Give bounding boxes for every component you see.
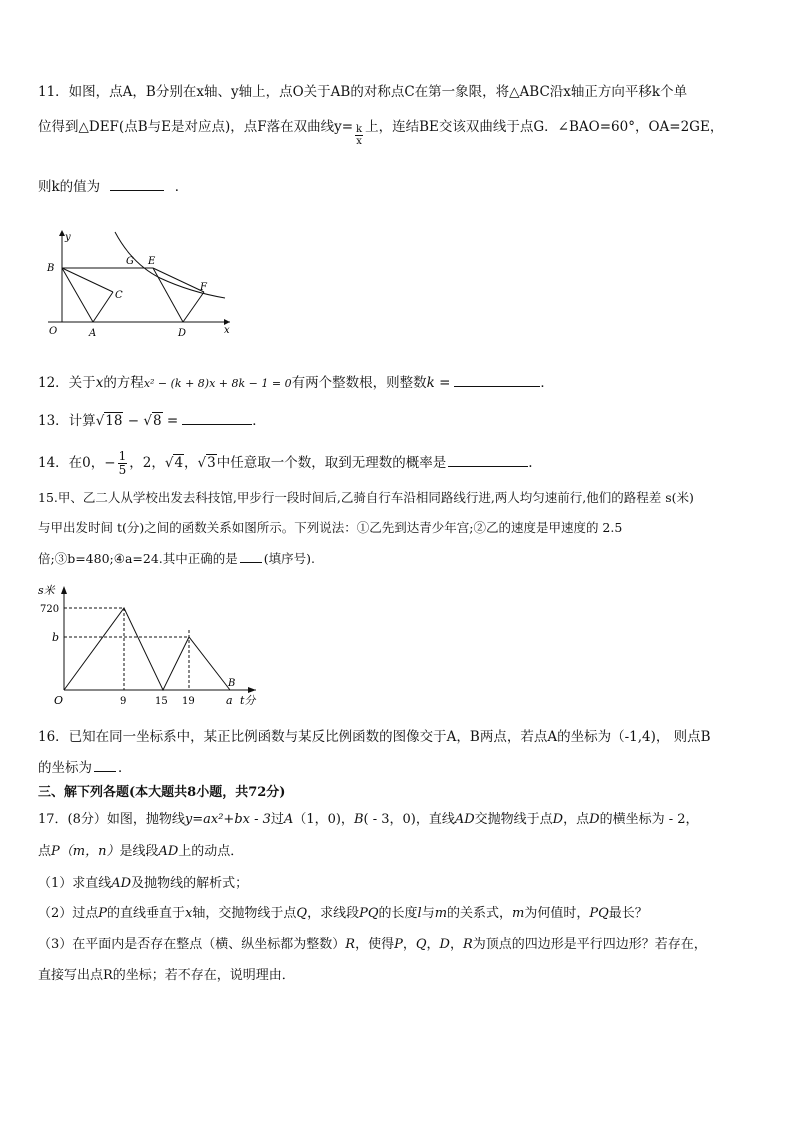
q11-segment-DF xyxy=(183,292,204,322)
q15-line3-end: (填序号). xyxy=(263,551,316,566)
q11-label-F: F xyxy=(200,282,207,293)
q11-figure xyxy=(40,228,240,340)
q17-sub1-a: （1）求直线 xyxy=(38,876,112,891)
q14-after: 中任意取一个数，取到无理数的概率是 xyxy=(216,455,447,471)
q17-A-coord: （1，0)， xyxy=(293,812,354,827)
q17-line-AD-2: AD xyxy=(158,844,179,859)
q17-sub2-d: ，求线段 xyxy=(307,906,360,921)
q11-frac-den: x xyxy=(356,136,362,147)
q14-frac-num: 1 xyxy=(118,449,127,463)
q17-sub2-g: 的关系式， xyxy=(447,906,513,921)
q11-label-O: O xyxy=(49,326,58,337)
q17-point-D-2: D xyxy=(589,812,600,827)
q17-point-R-2: R xyxy=(463,937,473,952)
q17-line1-c: 交抛物线于点 xyxy=(474,812,553,827)
q14-answer-blank[interactable] xyxy=(448,452,528,467)
q17-point-B: B xyxy=(353,812,364,827)
q17-point-P-2: P xyxy=(98,906,108,921)
q17-var-l: l xyxy=(417,906,422,921)
q11-segment-BA xyxy=(62,268,93,322)
q15-tick-a: a xyxy=(226,694,233,707)
q15-x-arrow xyxy=(248,687,256,693)
q15-ylabel: s米 xyxy=(38,584,55,597)
q17-line1-d: ，点 xyxy=(563,812,590,827)
q17-line-AD-3: AD xyxy=(111,876,132,891)
q15-line3 xyxy=(38,548,758,569)
q13-minus: − xyxy=(123,413,144,429)
q16-line2-end: ． xyxy=(118,760,132,776)
section3-title: 三、解下列各题(本大题共8小题，共72分) xyxy=(38,785,286,800)
q17-segment-PQ-2: PQ xyxy=(589,906,609,921)
q11-label-x: x xyxy=(224,325,230,336)
q17-point-R: R xyxy=(345,937,356,952)
q11-fraction xyxy=(355,124,363,147)
q15-line3-start: 倍;③b=480;④a=24.其中正确的是 xyxy=(38,551,238,566)
q17-sub3-c1: ， xyxy=(402,937,416,952)
q11-segment-AC xyxy=(93,292,113,322)
q17-line1 xyxy=(38,810,758,830)
q15-chart xyxy=(34,582,274,712)
q15-point-B: B xyxy=(228,678,236,689)
q17-sub3-c3: ， xyxy=(449,937,463,952)
q17-sub2 xyxy=(38,904,758,924)
q17-line1-a: 17．(8分）如图，抛物线 xyxy=(38,812,185,827)
q17-point-P-3: P xyxy=(394,937,403,952)
q11-label-D: D xyxy=(178,328,187,339)
q17-line2-a: 点 xyxy=(38,844,52,859)
q13-equals: = xyxy=(162,413,179,429)
q14-frac-den: 5 xyxy=(118,463,127,477)
q12-var-x: x xyxy=(95,375,104,391)
q17-sub3-line2: 直接写出点R的坐标；若不存在，说明理由． xyxy=(38,968,295,983)
q11-segment-BC xyxy=(62,268,113,292)
q17-P-coord: （m，n） xyxy=(59,844,120,859)
q14-radicand-2: 3 xyxy=(207,455,216,471)
q12-var-k: k = xyxy=(426,375,451,391)
q11-line3-text: 则k的值为 xyxy=(38,179,101,195)
q11-label-B: B xyxy=(47,263,55,274)
q11-line2-start: 位得到△DEF(点B与E是对应点)，点F落在双曲线y= xyxy=(38,119,354,135)
q14-sqrt-4: √4 xyxy=(164,455,184,471)
q13-radicand-1: 18 xyxy=(105,413,123,429)
q11-line1: 11．如图，点A，B分别在x轴、y轴上，点O关于AB的对称点C在第一象限，将△ABC沿x轴正方向平移k个单 xyxy=(38,84,688,100)
q17-sub2-e: 的长度 xyxy=(378,906,418,921)
q11-segment-EF xyxy=(153,268,204,292)
q12-answer-blank[interactable] xyxy=(454,372,540,387)
q17-point-D-3: D xyxy=(439,937,450,952)
q11-segment-ED xyxy=(153,268,183,322)
q16-line1: 16．已知在同一坐标系中，某正比例函数与某反比例函数的图像交于A，B两点，若点A的坐标为（-1,4)， 则点B xyxy=(38,729,711,745)
q13-sqrt-8: √8 xyxy=(143,413,162,429)
q16-line2-start: 的坐标为 xyxy=(38,760,92,776)
q15-line1: 15.甲、乙二人从学校出发去科技馆,甲步行一段时间后,乙骑自行车沿相同路线行进,两人均匀速前行,他们的路程差 s(米) xyxy=(38,490,694,505)
q11-label-G: G xyxy=(126,256,134,267)
q17-point-Q: Q xyxy=(296,906,308,921)
q11-line3-end: ． xyxy=(174,179,189,195)
q17-sub2-a: （2）过点 xyxy=(38,906,99,921)
q11-line2-end: 上，连结BE交该双曲线于点G．∠BAO=60°，OA=2GE， xyxy=(365,119,724,135)
q15-series-line xyxy=(64,608,230,690)
q11-answer-blank[interactable] xyxy=(110,176,164,191)
q11-line3 xyxy=(38,176,758,197)
q14-radicand-1: 4 xyxy=(174,455,184,471)
q14-fraction xyxy=(118,450,128,477)
q15-y-arrow xyxy=(61,586,67,594)
q17-equation: y=ax²+bx - 3 xyxy=(184,812,271,827)
q12-mid: 的方程 xyxy=(103,375,144,391)
q17-sub1-b: 及抛物线的解析式； xyxy=(131,876,249,891)
q17-sub1 xyxy=(38,874,758,894)
q14-mid1: ，2， xyxy=(129,455,165,471)
q17-point-P: P xyxy=(51,844,60,859)
q17-sub3-d: 为顶点的四边形是平行四边形？若存在， xyxy=(472,937,707,952)
q12-prefix: 12．关于 xyxy=(38,375,96,391)
q17-line2 xyxy=(38,842,758,862)
q13-radicand-2: 8 xyxy=(153,413,162,429)
q17-B-coord: ( - 3，0)，直线 xyxy=(363,812,455,827)
q16-line2 xyxy=(38,757,758,778)
q11-frac-num: k xyxy=(356,124,363,135)
q11-line2 xyxy=(38,116,758,147)
q17-var-m: m xyxy=(434,906,448,921)
q11-label-E: E xyxy=(148,256,156,267)
q17-sub2-b: 的直线垂直于 xyxy=(107,906,186,921)
q17-sub3-b: ，使得 xyxy=(355,937,395,952)
q17-line1-b: 过 xyxy=(270,812,284,827)
q12-after: 有两个整数根，则整数 xyxy=(291,375,427,391)
q15-tick-720: 720 xyxy=(40,604,60,615)
q13-answer-blank[interactable] xyxy=(182,410,252,425)
q14-sqrt-3: √3 xyxy=(197,455,216,471)
q17-sub3-c2: ， xyxy=(426,937,440,952)
q14-mid2: ， xyxy=(184,455,198,471)
q17-point-Q-2: Q xyxy=(415,937,427,952)
q17-line-AD: AD xyxy=(454,812,475,827)
q17-point-D: D xyxy=(552,812,564,827)
q14-end: . xyxy=(528,455,533,471)
q17-sub2-f: 与 xyxy=(421,906,435,921)
q15-line2: 与甲出发时间 t(分)之间的函数关系如图所示。下列说法：①乙先到达青少年宫;②乙的速度是甲速度的 2.5 xyxy=(38,520,623,535)
q17-sub3 xyxy=(38,935,758,955)
q15-tick-9: 9 xyxy=(120,696,127,707)
q17-point-A: A xyxy=(283,812,294,827)
q12-equation: x² − (k + 8)x + 8k − 1 = 0 xyxy=(143,377,292,390)
q17-line2-c: 上的动点． xyxy=(178,844,244,859)
q16-answer-blank[interactable] xyxy=(94,757,116,772)
q11-label-y: y xyxy=(65,232,71,243)
q13-line xyxy=(38,410,758,431)
q14-prefix: 14．在0，− xyxy=(38,455,116,471)
q11-label-A: A xyxy=(89,328,97,339)
q15-xlabel: t分 xyxy=(240,694,256,707)
q11-label-C: C xyxy=(115,290,123,301)
q15-origin: O xyxy=(54,694,64,707)
q14-line xyxy=(38,450,758,477)
q17-sub2-c: 轴，交抛物线于点 xyxy=(192,906,297,921)
q17-sub2-h: 为何值时， xyxy=(524,906,590,921)
q12-line xyxy=(38,372,758,394)
q17-var-m-2: m xyxy=(512,906,525,921)
q12-end: ． xyxy=(540,375,554,391)
q17-sub3-a: （3）在平面内是否存在整点（横、纵坐标都为整数） xyxy=(38,937,346,952)
q17-sub2-x: x xyxy=(185,906,193,921)
q13-prefix: 13．计算 xyxy=(38,413,96,429)
q17-sub2-i: 最长？ xyxy=(608,906,648,921)
q15-tick-19: 19 xyxy=(182,696,195,707)
q13-end: ． xyxy=(252,413,266,429)
q15-tick-b: b xyxy=(52,631,60,644)
q17-segment-PQ: PQ xyxy=(359,906,379,921)
q17-line2-b: 是线段 xyxy=(119,844,159,859)
q15-answer-blank[interactable] xyxy=(240,548,262,563)
q15-tick-15: 15 xyxy=(155,696,168,707)
q13-sqrt-18: √18 xyxy=(95,413,123,429)
q17-line1-e: 的横坐标为 - 2， xyxy=(599,812,699,827)
